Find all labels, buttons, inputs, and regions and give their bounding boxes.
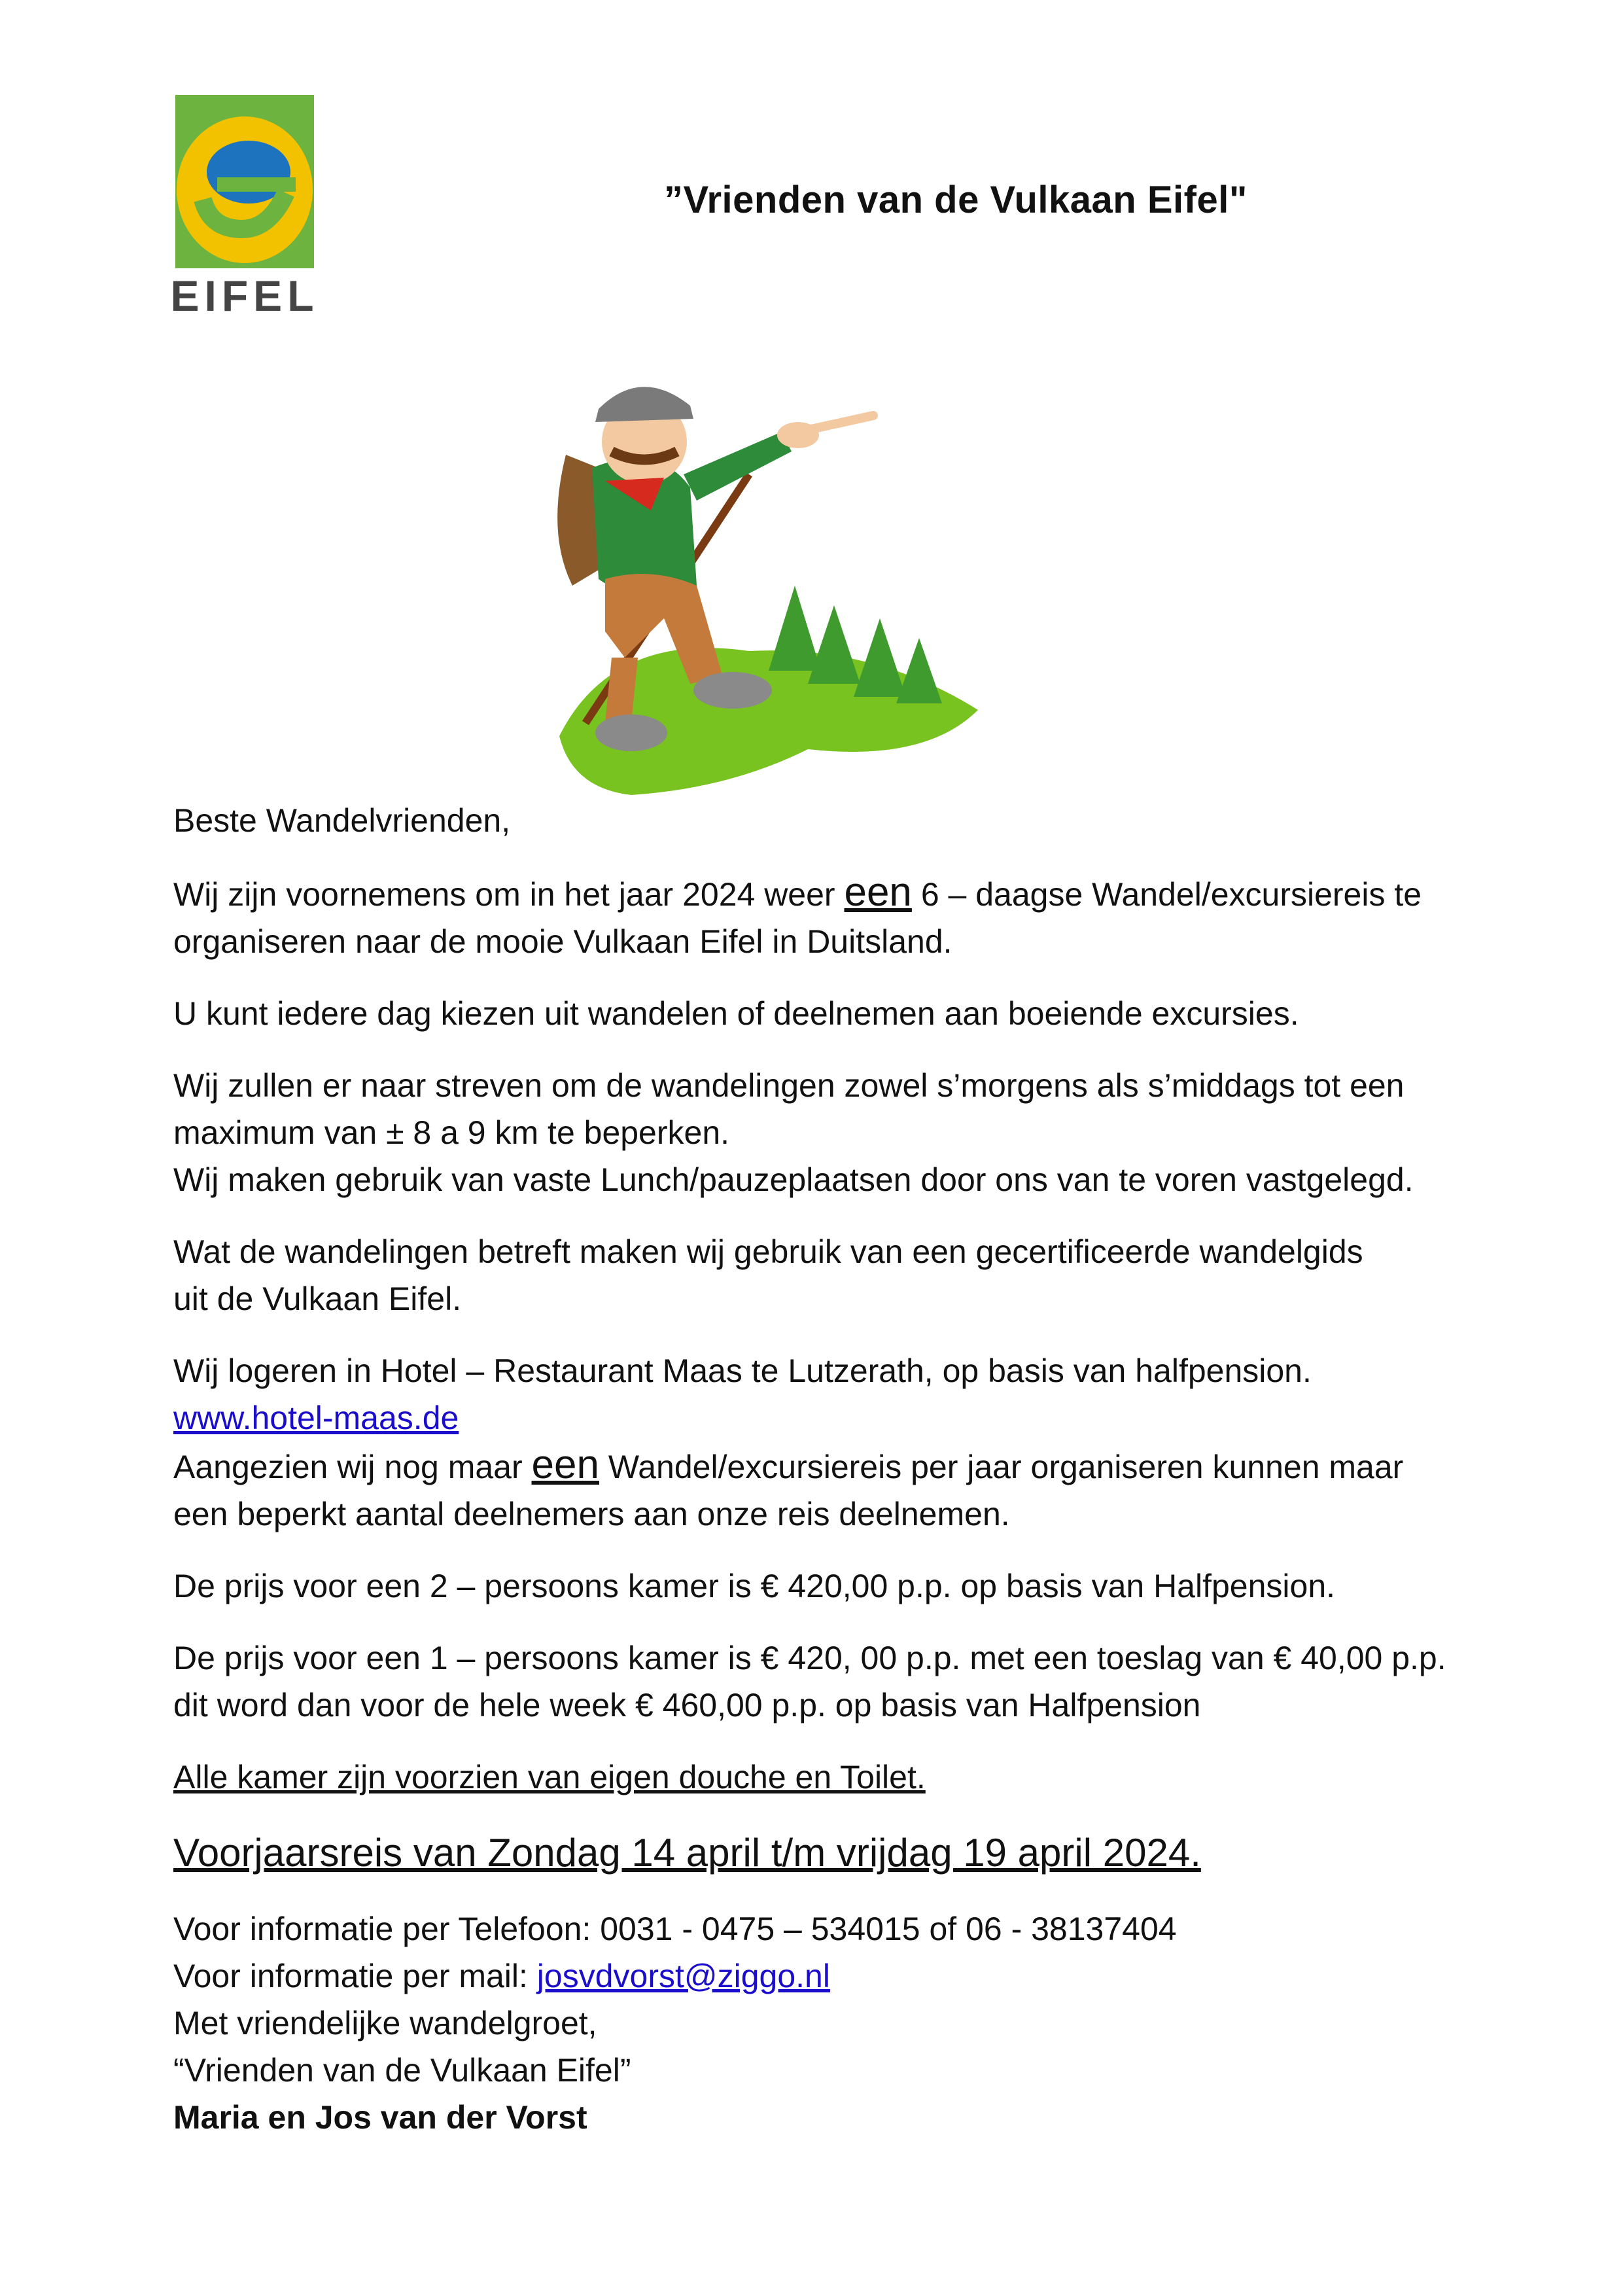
contact-email-link[interactable]: josvdvorst@ziggo.nl: [536, 1958, 830, 1994]
paragraph-walks-line1: Wij zullen er naar streven om de wandelingen zowel s’morgens als s’middags tot een: [173, 1067, 1405, 1104]
page-title: ”Vrienden van de Vulkaan Eifel": [664, 179, 1248, 221]
paragraph-walks-line3: Wij maken gebruik van vaste Lunch/pauzeplaatsen door ons van te voren vastgelegd.: [173, 1161, 1414, 1198]
rooms-note: Alle kamer zijn voorzien van eigen douche en Toilet.: [173, 1759, 926, 1795]
contact-mail-line: Voor informatie per mail: josvdvorst@ziggo.nl: [173, 1958, 830, 1994]
paragraph-guide-line1: Wat de wandelingen betreft maken wij gebruik van een gecertificeerde wandelgids: [173, 1233, 1363, 1270]
closing: Met vriendelijke wandelgroet,: [173, 2005, 597, 2041]
paragraph-guide-line2: uit de Vulkaan Eifel.: [173, 1280, 462, 1317]
paragraph-intro-line2: organiseren naar de mooie Vulkaan Eifel in Duitsland.: [173, 923, 952, 960]
eifel-logo: [171, 95, 322, 321]
price-single-room-line2: dit word dan voor de hele week € 460,00 p.p. op basis van Halfpension: [173, 1687, 1201, 1723]
paragraph-limited: Aangezien wij nog maar een Wandel/excursiereis per jaar organiseren kunnen maar: [173, 1442, 1404, 1487]
greeting: Beste Wandelvrienden,: [173, 802, 511, 839]
letter-body: [173, 797, 1573, 2141]
club-name: “Vrienden van de Vulkaan Eifel”: [173, 2052, 631, 2089]
trip-dates: Voorjaarsreis van Zondag 14 april t/m vrijdag 19 april 2024.: [173, 1831, 1201, 1875]
paragraph-intro: Wij zijn voornemens om in het jaar 2024 weer een 6 – daagse Wandel/excursiereis te: [173, 870, 1422, 915]
contact-phone: Voor informatie per Telefoon: 0031 - 0475 – 534015 of 06 - 38137404: [173, 1911, 1177, 1947]
svg-text:EIFEL: EIFEL: [171, 272, 319, 320]
price-double-room: De prijs voor een 2 – persoons kamer is € 420,00 p.p. op basis van Halfpension.: [173, 1568, 1336, 1604]
price-single-room-line1: De prijs voor een 1 – persoons kamer is € 420, 00 p.p. met een toeslag van € 40,00 p.p.: [173, 1640, 1446, 1676]
paragraph-choice: U kunt iedere dag kiezen uit wandelen of deelnemen aan boeiende excursies.: [173, 995, 1299, 1032]
hiker-illustration: [533, 370, 991, 802]
paragraph-limited-line2: een beperkt aantal deelnemers aan onze reis deelnemen.: [173, 1496, 1010, 1532]
emphasis-een-2: een: [531, 1442, 599, 1487]
paragraph-hotel: Wij logeren in Hotel – Restaurant Maas te Lutzerath, op basis van halfpension.: [173, 1352, 1312, 1389]
paragraph-walks-line2: maximum van ± 8 a 9 km te beperken.: [173, 1114, 730, 1151]
hotel-website-link[interactable]: www.hotel-maas.de: [173, 1400, 459, 1436]
emphasis-een: een: [844, 870, 912, 915]
signature-names: Maria en Jos van der Vorst: [173, 2099, 587, 2136]
